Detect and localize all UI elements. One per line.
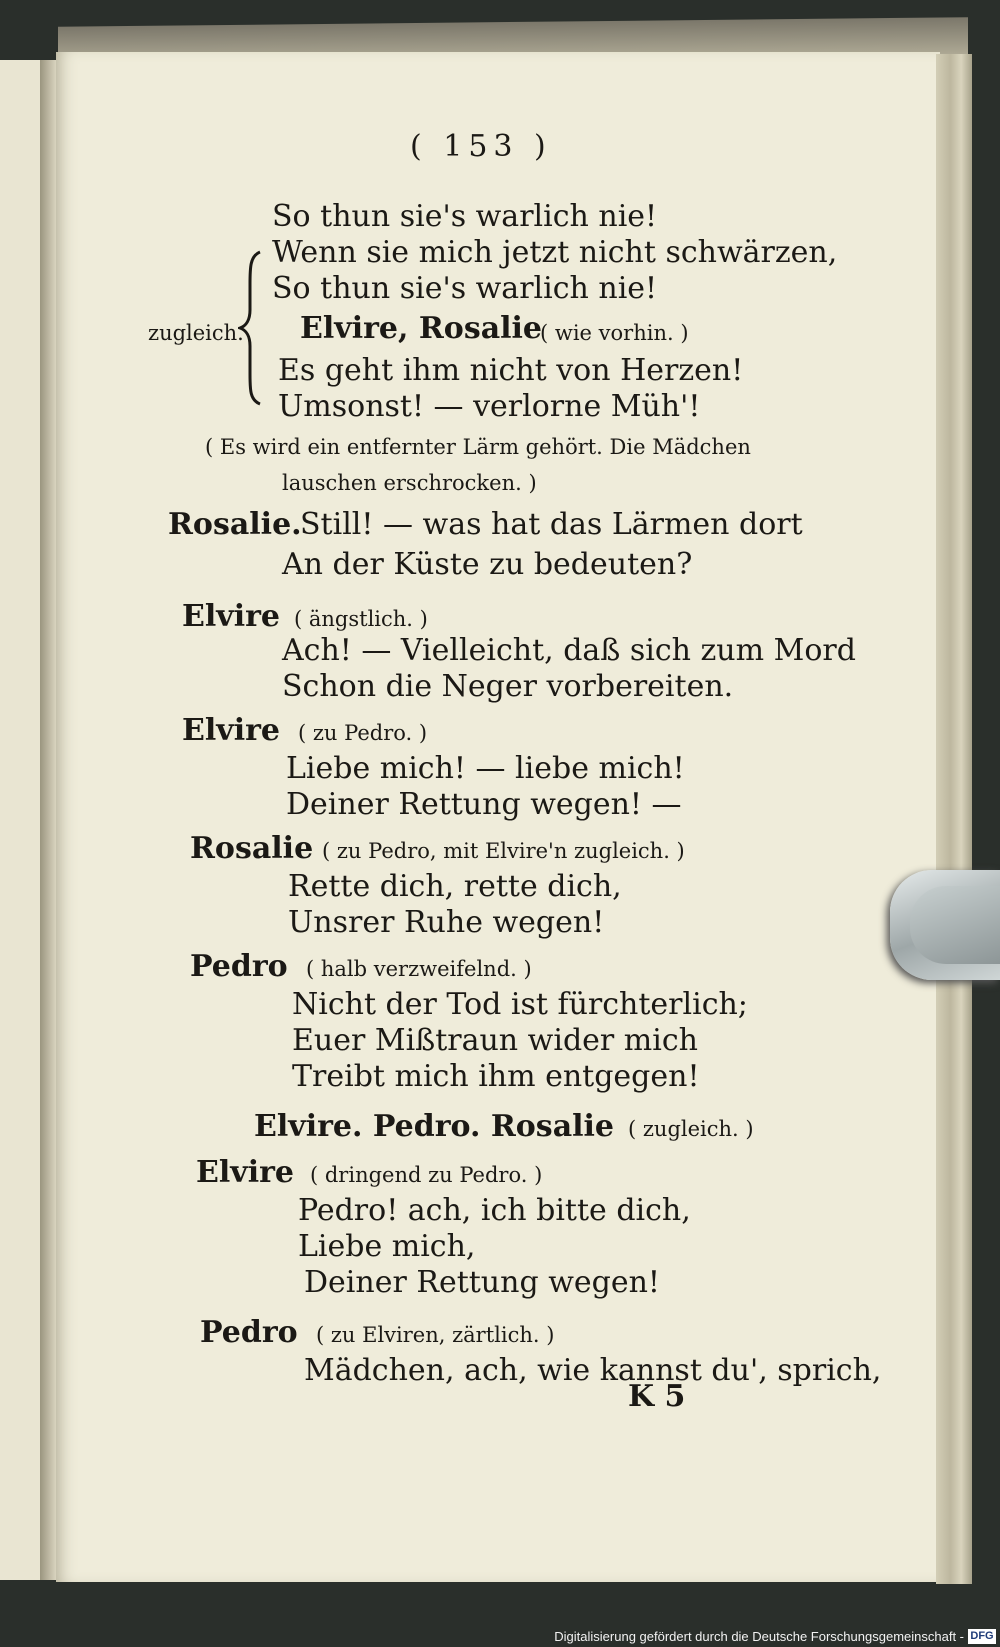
text-line: Treibt mich ihm entgegen! (292, 1059, 700, 1094)
text-line: Deiner Rettung wegen! (304, 1265, 660, 1300)
footer-credit: Digitalisierung gefördert durch die Deutsche Forschungsgemeinschaft - (554, 1629, 964, 1644)
text-line: Elvire (182, 713, 280, 748)
text-line: Schon die Neger vorbereiten. (282, 669, 734, 704)
text-line: ( halb verzweifelnd. ) (306, 957, 532, 981)
text-line: Mädchen, ach, wie kannst du', sprich, (304, 1353, 882, 1388)
side-label: zugleich. (148, 321, 244, 345)
dfg-logo: DFG (968, 1629, 996, 1644)
text-line: Rosalie. (168, 507, 302, 542)
text-line: ( zugleich. ) (628, 1117, 754, 1141)
brace-icon (238, 248, 268, 408)
text-line: An der Küste zu bedeuten? (282, 547, 693, 582)
text-line: ( zu Pedro. ) (298, 721, 428, 745)
text-line: Ach! — Vielleicht, daß sich zum Mord (282, 633, 856, 668)
page-number: ( 153 ) (410, 129, 552, 164)
text-line: Wenn sie mich jetzt nicht schwärzen, (272, 235, 838, 270)
text-line: Unsrer Ruhe wegen! (288, 905, 605, 940)
text-line: ( zu Pedro, mit Elvire'n zugleich. ) (322, 839, 685, 863)
signature-mark: K 5 (628, 1379, 686, 1414)
text-line: Rosalie (190, 831, 314, 866)
text-line: Still! — was hat das Lärmen dort (300, 507, 803, 542)
text-line: Elvire, Rosalie (300, 311, 543, 346)
text-line: Rette dich, rette dich, (288, 869, 622, 904)
text-line: Pedro (200, 1315, 298, 1350)
text-line: lauschen erschrocken. ) (282, 471, 537, 495)
text-line: Pedro (190, 949, 288, 984)
text-line: Deiner Rettung wegen! — (286, 787, 682, 822)
text-line: Elvire. Pedro. Rosalie (254, 1109, 615, 1144)
text-line: So thun sie's warlich nie! (272, 199, 658, 234)
text-line: ( wie vorhin. ) (540, 321, 689, 345)
gutter-shadow (40, 60, 56, 1580)
text-line: Liebe mich, (298, 1229, 476, 1264)
text-line: Liebe mich! — liebe mich! (286, 751, 685, 786)
text-line: Elvire (182, 599, 280, 634)
metal-clip (890, 870, 1000, 980)
text-line: Umsonst! — verlorne Müh'! (278, 389, 701, 424)
text-line: Euer Mißtraun wider mich (292, 1023, 698, 1058)
page-stack-edge (936, 54, 972, 1584)
text-line: Nicht der Tod ist fürchterlich; (292, 987, 748, 1022)
text-line: Es geht ihm nicht von Herzen! (278, 353, 744, 388)
text-line: Elvire (196, 1155, 294, 1190)
text-line: ( dringend zu Pedro. ) (310, 1163, 543, 1187)
text-line: So thun sie's warlich nie! (272, 271, 658, 306)
text-line: ( zu Elviren, zärtlich. ) (316, 1323, 555, 1347)
text-line: ( Es wird ein entfernter Lärm gehört. Die Mädchen (205, 435, 751, 459)
text-line: ( ängstlich. ) (294, 607, 428, 631)
text-line: Pedro! ach, ich bitte dich, (298, 1193, 691, 1228)
footer-bar (0, 1625, 1000, 1647)
